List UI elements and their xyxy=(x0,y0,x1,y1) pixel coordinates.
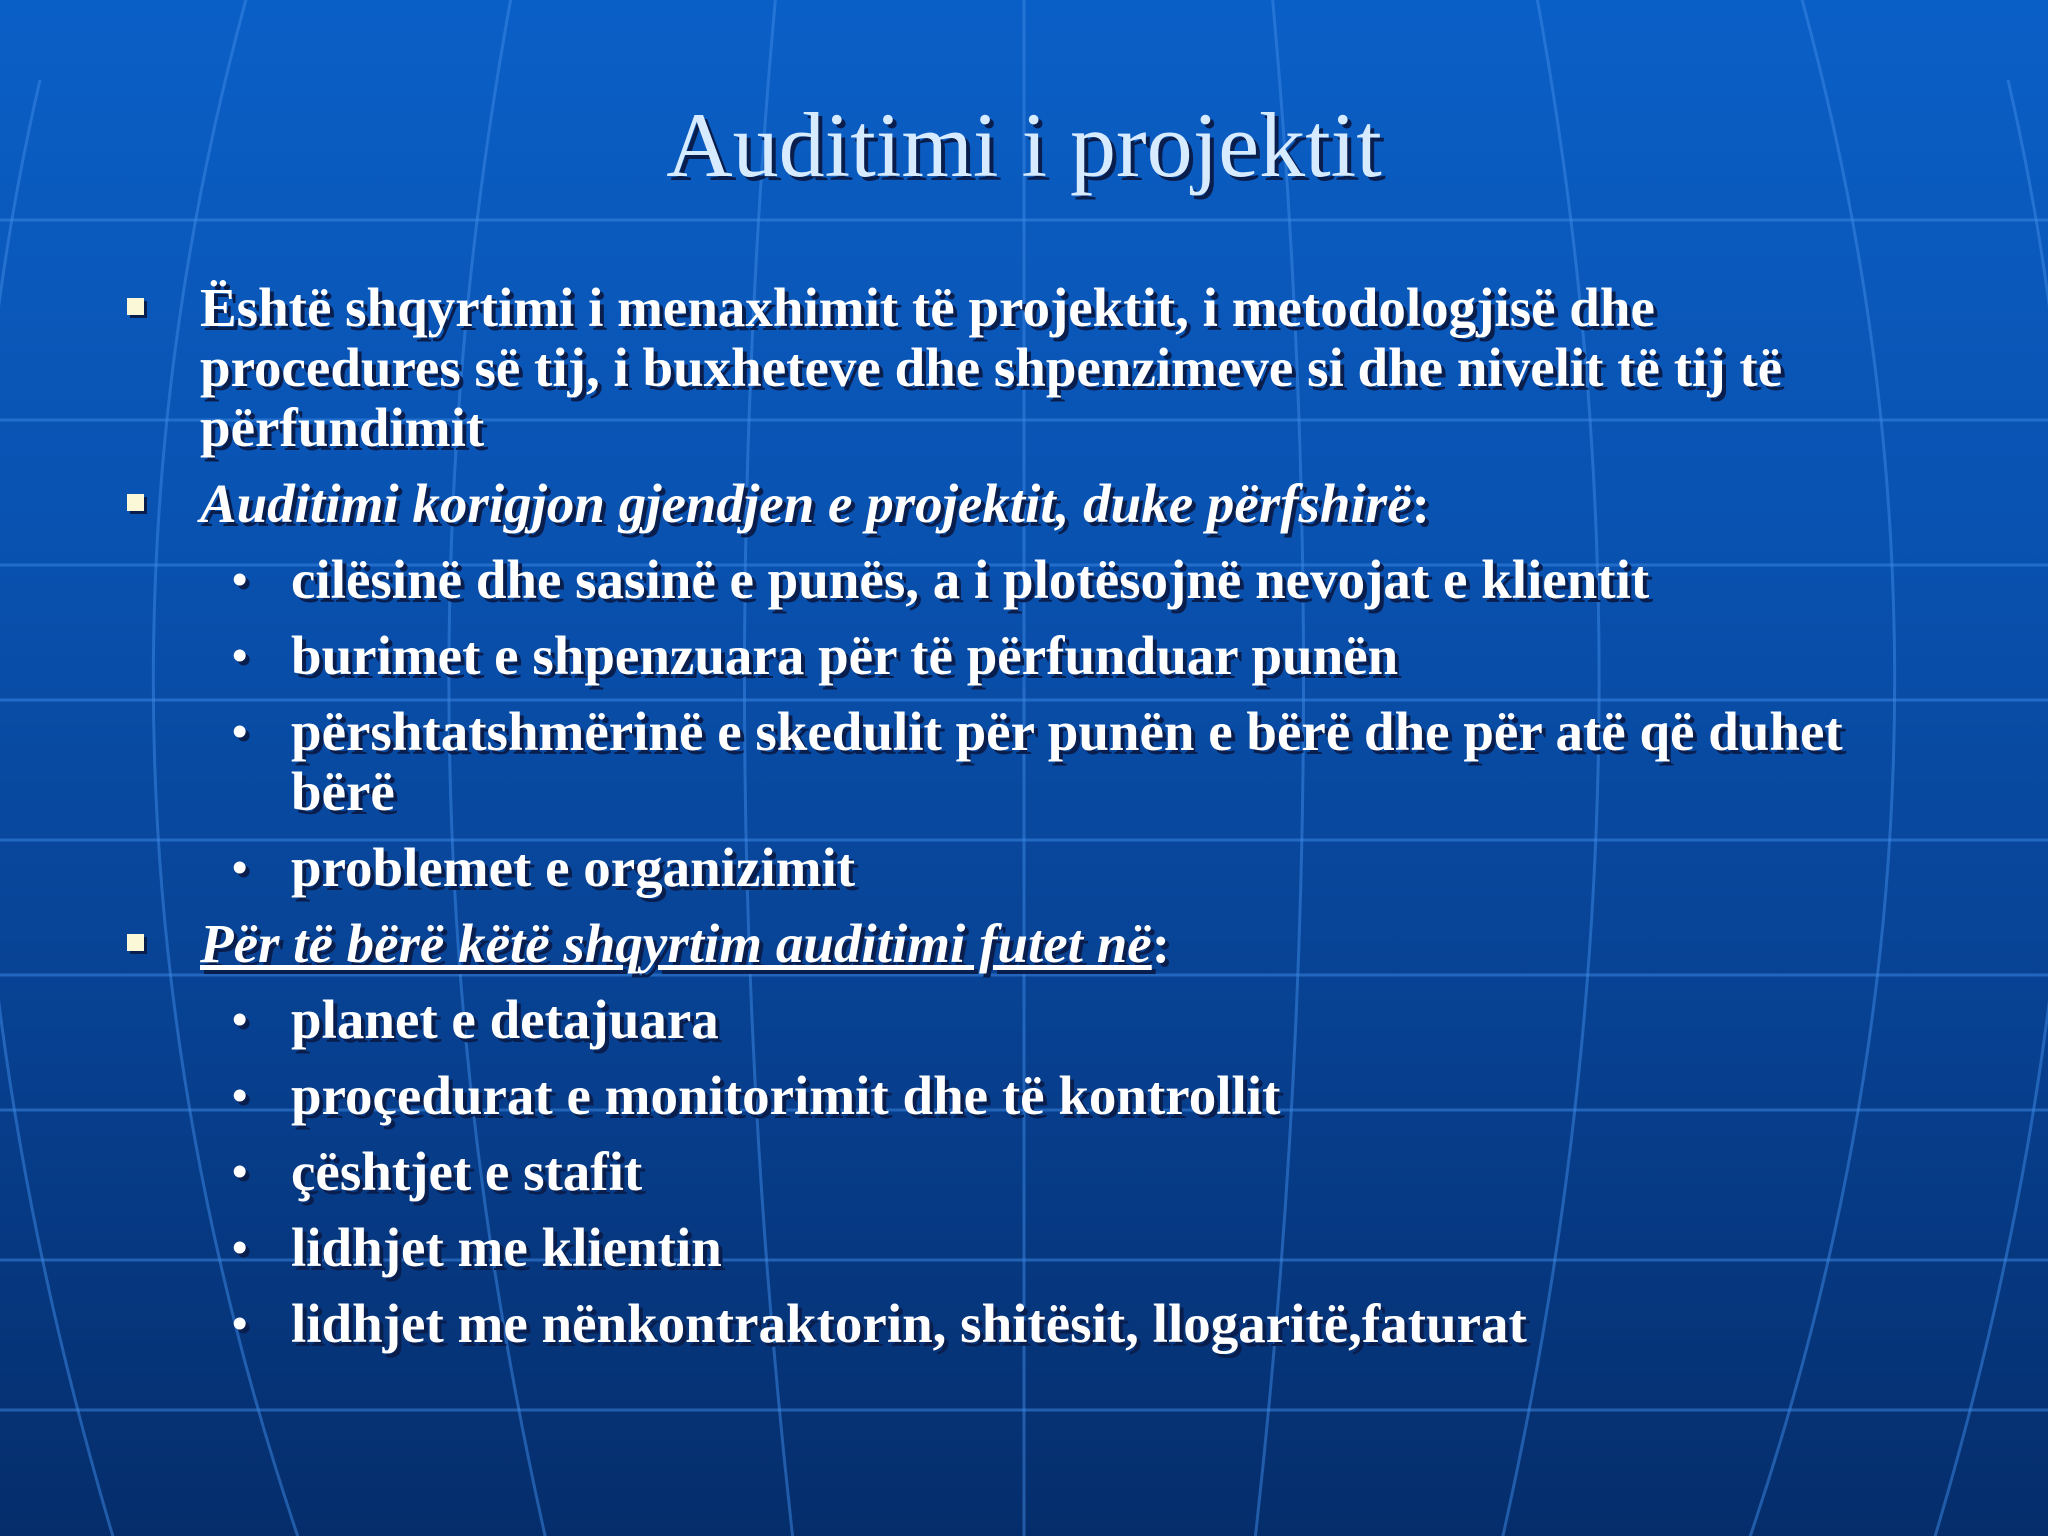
square-bullet-icon xyxy=(127,298,144,315)
dot-bullet-icon: • xyxy=(232,555,248,604)
bullet-2-text: Auditimi korigjon gjendjen e projektit, duke përfshirë xyxy=(200,473,1412,534)
dot-bullet-icon: • xyxy=(232,843,248,892)
slide-content xyxy=(125,278,1925,1370)
dot-bullet-icon: • xyxy=(232,995,248,1044)
sub-bullet xyxy=(125,702,1925,822)
sub-bullet xyxy=(125,1218,1925,1278)
sub-bullet-text: problemet e organizimit xyxy=(291,837,856,898)
sub-bullet-text: lidhjet me nënkontraktorin, shitësit, llogaritë,faturat xyxy=(291,1293,1527,1354)
bullet-2 xyxy=(125,474,1925,534)
bullet-1 xyxy=(125,278,1925,458)
dot-bullet-icon: • xyxy=(232,707,248,756)
dot-bullet-icon: • xyxy=(232,631,248,680)
square-bullet-icon xyxy=(127,934,144,951)
bullet-3-suffix: : xyxy=(1151,913,1171,974)
sub-bullet xyxy=(125,1142,1925,1202)
sub-bullet xyxy=(125,990,1925,1050)
slide-title: Auditimi i projektit xyxy=(666,94,1382,196)
dot-bullet-icon: • xyxy=(232,1299,248,1348)
sub-bullet xyxy=(125,1066,1925,1126)
sub-bullet xyxy=(125,838,1925,898)
bullet-1-text: Është shqyrtimi i menaxhimit të projektit, i metodologjisë dhe procedures së tij, i buxheteve dhe shpenzimeve si dhe nivelit të tij të përfundimit xyxy=(200,277,1783,458)
sub-bullet xyxy=(125,550,1925,610)
bullet-3-text: Për të bërë këtë shqyrtim auditimi futet në xyxy=(200,913,1152,974)
dot-bullet-icon: • xyxy=(232,1223,248,1272)
sub-bullet xyxy=(125,1294,1925,1354)
bullet-3 xyxy=(125,914,1925,974)
sub-bullet-text: cilësinë dhe sasinë e punës, a i plotësojnë nevojat e klientit xyxy=(291,549,1650,610)
sub-bullet-text: përshtatshmërinë e skedulit për punën e bërë dhe për atë që duhet bërë xyxy=(291,701,1843,822)
sub-bullet-text: lidhjet me klientin xyxy=(291,1217,722,1278)
sub-bullet-text: burimet e shpenzuara për të përfunduar punën xyxy=(291,625,1399,686)
square-bullet-icon xyxy=(127,494,144,511)
dot-bullet-icon: • xyxy=(232,1147,248,1196)
sub-bullet-text: çështjet e stafit xyxy=(291,1141,643,1202)
sub-bullet-text: planet e detajuara xyxy=(291,989,719,1050)
sub-bullet-text: proçedurat e monitorimit dhe të kontrollit xyxy=(291,1065,1281,1126)
sub-bullet xyxy=(125,626,1925,686)
dot-bullet-icon: • xyxy=(232,1071,248,1120)
bullet-2-suffix: : xyxy=(1411,473,1430,534)
